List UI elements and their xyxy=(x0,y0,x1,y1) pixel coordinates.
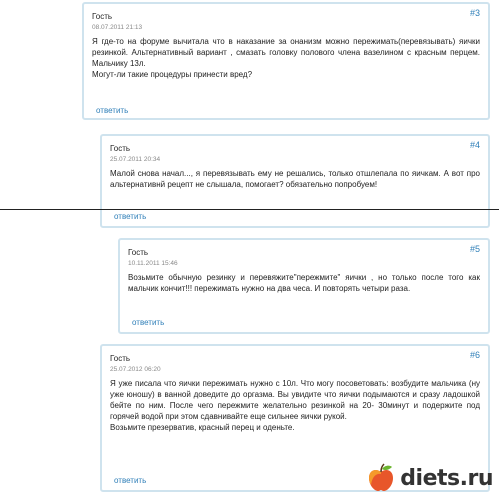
post-number[interactable]: #4 xyxy=(469,140,480,150)
post-author: Гость xyxy=(110,354,131,363)
post-number[interactable]: #5 xyxy=(469,244,480,254)
reply-link[interactable]: ответить xyxy=(132,318,165,327)
post-text: Я где-то на форуме вычитала что в наказание за онанизм можно пережимать(перевязывать) яички резинкой. Альтернативный вариант , смазать головку полового члена вазелином с красным перцем. Мальчику 13л. xyxy=(92,37,480,68)
post-date: 25.07.2012 06:20 xyxy=(110,366,161,373)
post-date: 08.07.2011 21:13 xyxy=(92,24,143,31)
post-body xyxy=(110,378,480,433)
post-date: 10.11.2011 15:46 xyxy=(128,260,178,267)
post-number[interactable]: #3 xyxy=(469,8,480,18)
post-body xyxy=(110,168,480,190)
post-text: Возьмите презерватив, красный перец и оденьте. xyxy=(110,423,295,432)
post-text: Я уже писала что яички пережимать нужно с 10л. Что могу посоветовать: возбудите мальчика (ну уже юношу) в ванной доведите до оргазма. Вы увидите что яички подымаются и сразу ладошкой бейте по ним. После чего пережмите желательно резинкой на 20- 30минут и подержите под горячей водой при этом сдавнивайте еще сильнее яички рукой. xyxy=(110,379,480,421)
reply-link[interactable]: ответить xyxy=(114,212,147,221)
comment-post-5 xyxy=(118,238,490,334)
post-text: Могут-ли такие процедуры принести вред? xyxy=(92,70,253,79)
site-logo[interactable] xyxy=(366,463,493,493)
post-date: 25.07.2011 20:34 xyxy=(110,156,161,163)
reply-link[interactable]: ответить xyxy=(96,106,129,115)
post-body xyxy=(92,36,480,80)
post-text: Малой снова начал..., я перевязывать ему не решались, только отшлепала по яичкам. А вот про альтернативнй рецепт не слышала, помогает? обязательно попробуем! xyxy=(110,169,480,189)
divider-line xyxy=(0,209,499,210)
post-text: Возьмите обычную резинку и перевяжите"пережмите" яички , но только после того как мальчик кончит!!! пережимать нужно на два чеса. И повторять четыри раза. xyxy=(128,273,480,293)
post-author: Гость xyxy=(128,248,149,257)
post-author: Гость xyxy=(110,144,131,153)
logo-text: diets.ru xyxy=(400,465,493,491)
comment-post-3 xyxy=(82,2,490,120)
apple-icon xyxy=(366,463,396,493)
comment-post-4 xyxy=(100,134,490,228)
post-number[interactable]: #6 xyxy=(469,350,480,360)
reply-link[interactable]: ответить xyxy=(114,476,147,485)
post-author: Гость xyxy=(92,12,113,21)
post-body xyxy=(128,272,480,294)
